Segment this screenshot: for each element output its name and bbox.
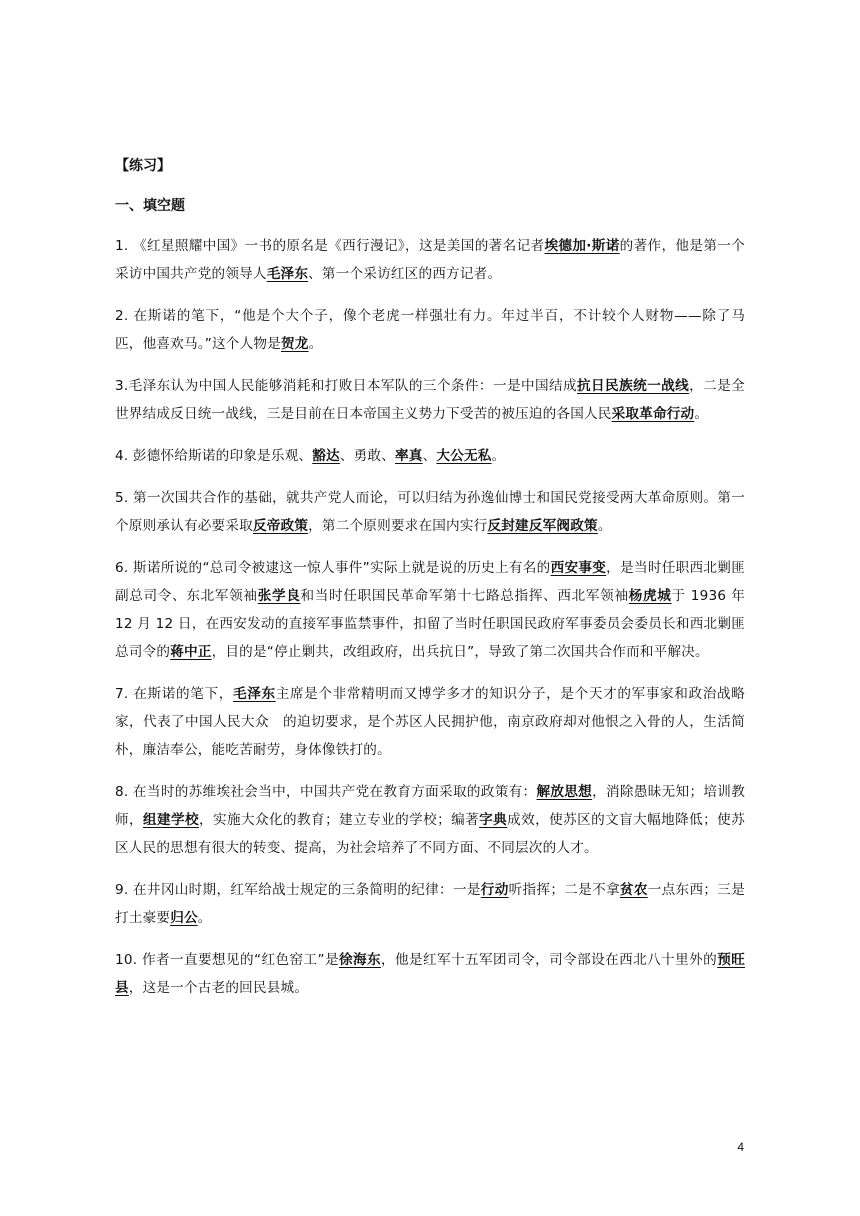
answer-text: 贺龙 [280, 336, 309, 352]
answer-text: 豁达 [312, 448, 340, 464]
question-2 [115, 302, 745, 358]
answer-text: 反封建反军阀政策 [487, 518, 598, 534]
question-text: ，二是全世界结成反日统一战线，三是目前在日本帝国主义势力下受苦的被压迫的各国人民 [115, 378, 745, 422]
answer-text: 埃德加·斯诺 [544, 238, 620, 254]
answer-text: 率真 [395, 448, 423, 464]
answer-text: 组建学校 [143, 812, 200, 828]
question-text: 10. 作者一直要想见的“红色窑工”是 [115, 952, 339, 968]
answer-text: 贫农 [619, 882, 648, 898]
question-text: 。 [308, 336, 323, 352]
question-5 [115, 484, 745, 540]
answer-text: 杨虎城 [628, 588, 672, 604]
fill-in-blank-heading: 一、填空题 [115, 198, 185, 214]
question-4 [115, 442, 745, 470]
question-text: 和当时任职国民革命军第十七路总指挥、西北军领袖 [300, 588, 629, 604]
question-text: 、 [422, 448, 437, 464]
answer-text: 字典 [479, 812, 508, 828]
question-6 [115, 554, 745, 666]
question-9 [115, 876, 745, 932]
question-text: 7. 在斯诺的笔下， [115, 686, 233, 702]
answer-text: 反帝政策 [252, 518, 309, 534]
answer-text: 毛泽东 [232, 686, 276, 702]
question-text: 3.毛泽东认为中国人民能够消耗和打败日本军队的三个条件：一是中国结成 [115, 378, 578, 394]
question-text: 。 [491, 448, 506, 464]
page-number: 4 [737, 1140, 744, 1154]
answer-text: 张学良 [257, 588, 301, 604]
question-text: 、第一个采访红区的西方记者。 [308, 266, 502, 282]
answer-text: 归公 [170, 910, 198, 926]
question-text: 2. 在斯诺的笔下，“他是个大个子，像个老虎一样强壮有力。年过半百，不计较个人财物——除了马匹，他喜欢马。”这个人物是 [115, 308, 745, 352]
answer-text: 预旺县 [115, 952, 745, 996]
question-7 [115, 680, 745, 764]
question-text: ，第二个原则要求在国内实行 [308, 518, 488, 534]
question-text: 6. 斯诺所说的“总司令被逮这一惊人事件”实际上就是说的历史上有名的 [115, 560, 551, 576]
question-text: 5. 第一次国共合作的基础，就共产党人而论，可以归结为孙逸仙博士和国民党接受两大革命原则。第一个原则承认有必要采取 [115, 490, 745, 534]
question-8 [115, 778, 745, 862]
question-1 [115, 232, 745, 288]
question-text: ，实施大众化的教育；建立专业的学校；编著 [199, 812, 480, 828]
question-text: 9. 在井冈山时期，红军给战士规定的三条简明的纪律：一是 [115, 882, 481, 898]
question-text: 一点东西；三是打土豪要 [115, 882, 745, 926]
question-text: 、勇敢、 [339, 448, 395, 464]
question-text: 主席是个非常精明而又博学多才的知识分子，是个天才的军事家和政治战略家，代表了中国人民大众 的迫切要求，是个苏区人民拥护他，南京政府却对他恨之入骨的人，生活简朴，廉洁奉公，能吃苦耐劳，身体像铁打的。 [115, 686, 745, 758]
question-text: 的著作，他是第一个采访中国共产党的领导人 [115, 238, 745, 282]
question-text: 成效，使苏区的文盲大幅地降低；使苏区人民的思想有很大的转变、提高，为社会培养了不同方面、不同层次的人才。 [115, 812, 745, 856]
answer-text: 西安事变 [550, 560, 607, 576]
question-text: 于 1936 年 12 月 12 日，在西安发动的直接军事监禁事件，扣留了当时任职国民政府军事委员会委员长和西北剿匪总司令的 [115, 588, 745, 660]
question-10 [115, 946, 745, 1002]
question-text: ，消除愚昧无知；培训教师， [115, 784, 745, 828]
answer-text: 毛泽东 [266, 266, 309, 282]
question-text: 。 [597, 518, 612, 534]
answer-text: 行动 [480, 882, 509, 898]
question-text: 。 [694, 406, 709, 422]
answer-text: 解放思想 [536, 784, 593, 800]
answer-text: 蒋中正 [170, 644, 212, 660]
question-text: ，目的是“停止剿共，改组政府，出兵抗日”，导致了第二次国共合作而和平解决。 [211, 644, 709, 660]
answer-text: 采取革命行动 [611, 406, 695, 422]
question-text: 8. 在当时的苏维埃社会当中，中国共产党在教育方面采取的政策有： [115, 784, 537, 800]
question-text: 。 [197, 910, 212, 926]
answer-text: 徐海东 [338, 952, 381, 968]
question-list [115, 232, 745, 1002]
question-text: 听指挥；二是不拿 [508, 882, 620, 898]
answer-text: 大公无私 [436, 448, 492, 464]
question-text: 1. 《红星照耀中国》一书的原名是《西行漫记》，这是美国的著名记者 [115, 238, 545, 254]
question-text: ，这是一个古老的回民县城。 [128, 980, 309, 996]
question-text: 4. 彭德怀给斯诺的印象是乐观、 [115, 448, 313, 464]
question-text: ，他是红军十五军团司令，司令部设在西北八十里外的 [381, 952, 718, 968]
answer-text: 抗日民族统一战线 [577, 378, 690, 394]
question-3 [115, 372, 745, 428]
practice-heading: 【练习】 [115, 158, 171, 174]
page-content [115, 156, 745, 1016]
question-text: ，是当时任职西北剿匪副总司令、东北军领袖 [115, 560, 745, 604]
